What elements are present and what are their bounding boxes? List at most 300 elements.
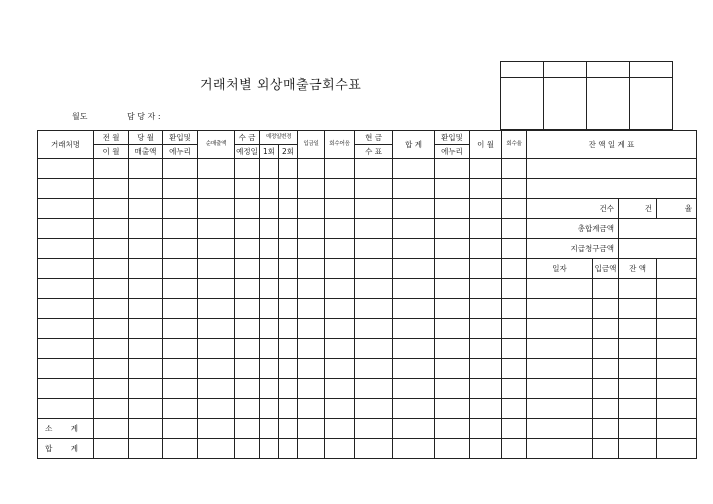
data-cell[interactable] xyxy=(198,419,235,439)
data-cell[interactable] xyxy=(198,299,235,319)
data-cell[interactable] xyxy=(279,259,298,279)
customer-cell[interactable] xyxy=(38,199,94,219)
data-cell[interactable] xyxy=(298,379,325,399)
summary-unit-won: 율 xyxy=(657,199,697,219)
data-cell[interactable] xyxy=(502,399,527,419)
header-prev-bottom: 이 월 xyxy=(94,145,129,159)
data-cell[interactable] xyxy=(260,359,279,379)
table-row xyxy=(38,379,697,399)
customer-cell[interactable] xyxy=(38,319,94,339)
table-row xyxy=(38,359,697,379)
data-cell[interactable] xyxy=(355,339,393,359)
data-cell[interactable] xyxy=(163,279,198,299)
data-cell[interactable] xyxy=(235,299,260,319)
data-cell[interactable] xyxy=(435,339,470,359)
table-row xyxy=(38,219,697,239)
data-cell[interactable] xyxy=(325,159,355,179)
data-cell[interactable] xyxy=(235,439,260,459)
summary-billed-label: 지급청구금액 xyxy=(527,239,619,259)
data-cell[interactable] xyxy=(279,399,298,419)
summary-cell[interactable] xyxy=(657,399,697,419)
data-cell[interactable] xyxy=(393,219,435,239)
data-cell[interactable] xyxy=(279,199,298,219)
data-cell[interactable] xyxy=(325,179,355,199)
data-cell[interactable] xyxy=(502,299,527,319)
data-cell[interactable] xyxy=(235,379,260,399)
summary-date-label: 일자 xyxy=(527,259,593,279)
data-cell[interactable] xyxy=(129,359,163,379)
data-cell[interactable] xyxy=(198,379,235,399)
data-cell[interactable] xyxy=(198,199,235,219)
summary-cell[interactable] xyxy=(593,299,619,319)
data-cell[interactable] xyxy=(198,219,235,239)
data-cell[interactable] xyxy=(163,399,198,419)
header-sched-1: 1회 xyxy=(260,145,279,159)
data-cell[interactable] xyxy=(298,179,325,199)
summary-cell[interactable] xyxy=(527,399,593,419)
data-cell[interactable] xyxy=(325,279,355,299)
summary-balance-label: 잔 액 xyxy=(619,259,657,279)
data-cell[interactable] xyxy=(393,379,435,399)
data-cell[interactable] xyxy=(298,239,325,259)
customer-cell[interactable] xyxy=(38,379,94,399)
data-cell[interactable] xyxy=(279,179,298,199)
customer-cell[interactable] xyxy=(38,299,94,319)
data-cell[interactable] xyxy=(163,419,198,439)
data-cell[interactable] xyxy=(94,159,129,179)
approval-sign-cell[interactable] xyxy=(501,78,544,130)
customer-cell[interactable] xyxy=(38,159,94,179)
summary-cell[interactable] xyxy=(593,439,619,459)
data-cell[interactable] xyxy=(198,179,235,199)
data-cell[interactable] xyxy=(163,179,198,199)
data-cell[interactable] xyxy=(355,399,393,419)
data-cell[interactable] xyxy=(94,219,129,239)
data-cell[interactable] xyxy=(355,219,393,239)
data-cell[interactable] xyxy=(198,439,235,459)
data-cell[interactable] xyxy=(94,279,129,299)
data-cell[interactable] xyxy=(393,359,435,379)
summary-cell[interactable] xyxy=(527,339,593,359)
data-cell[interactable] xyxy=(163,199,198,219)
data-cell[interactable] xyxy=(279,159,298,179)
data-cell[interactable] xyxy=(260,439,279,459)
data-cell[interactable] xyxy=(435,179,470,199)
data-cell[interactable] xyxy=(163,359,198,379)
summary-cell[interactable] xyxy=(619,299,657,319)
data-cell[interactable] xyxy=(235,359,260,379)
data-cell[interactable] xyxy=(355,159,393,179)
data-cell[interactable] xyxy=(435,219,470,239)
data-cell[interactable] xyxy=(94,419,129,439)
summary-cell[interactable] xyxy=(657,439,697,459)
data-cell[interactable] xyxy=(502,379,527,399)
summary-cell[interactable] xyxy=(619,339,657,359)
data-cell[interactable] xyxy=(355,359,393,379)
summary-cell[interactable] xyxy=(527,379,593,399)
data-cell[interactable] xyxy=(198,159,235,179)
data-cell[interactable] xyxy=(129,419,163,439)
data-cell[interactable] xyxy=(435,419,470,439)
data-cell[interactable] xyxy=(355,179,393,199)
data-cell[interactable] xyxy=(129,279,163,299)
data-cell[interactable] xyxy=(94,339,129,359)
month-label: 월도 xyxy=(72,112,88,121)
data-cell[interactable] xyxy=(502,179,527,199)
data-cell[interactable] xyxy=(163,159,198,179)
header-sched-top: 예정일변경 xyxy=(260,131,298,145)
data-cell[interactable] xyxy=(435,159,470,179)
data-cell[interactable] xyxy=(435,439,470,459)
data-cell[interactable] xyxy=(94,299,129,319)
data-cell[interactable] xyxy=(502,279,527,299)
data-cell[interactable] xyxy=(393,259,435,279)
data-cell[interactable] xyxy=(393,239,435,259)
data-cell[interactable] xyxy=(163,379,198,399)
data-cell[interactable] xyxy=(198,339,235,359)
data-cell[interactable] xyxy=(325,299,355,319)
summary-cell[interactable] xyxy=(593,359,619,379)
data-cell[interactable] xyxy=(298,279,325,299)
data-cell[interactable] xyxy=(470,439,502,459)
data-cell[interactable] xyxy=(470,159,502,179)
data-cell[interactable] xyxy=(470,219,502,239)
summary-cell[interactable] xyxy=(527,319,593,339)
data-cell[interactable] xyxy=(94,319,129,339)
data-cell[interactable] xyxy=(279,419,298,439)
summary-cell[interactable] xyxy=(593,419,619,439)
summary-cell[interactable] xyxy=(593,339,619,359)
data-cell[interactable] xyxy=(94,259,129,279)
data-cell[interactable] xyxy=(470,239,502,259)
summary-cell[interactable] xyxy=(593,379,619,399)
summary-blank xyxy=(527,159,697,179)
data-cell[interactable] xyxy=(260,399,279,419)
data-cell[interactable] xyxy=(502,439,527,459)
approval-header-cell[interactable] xyxy=(587,62,630,78)
data-cell[interactable] xyxy=(260,179,279,199)
data-cell[interactable] xyxy=(129,199,163,219)
data-cell[interactable] xyxy=(260,219,279,239)
approval-header-cell[interactable] xyxy=(544,62,587,78)
summary-cell[interactable] xyxy=(527,299,593,319)
data-cell[interactable] xyxy=(325,359,355,379)
data-cell[interactable] xyxy=(163,439,198,459)
data-cell[interactable] xyxy=(163,339,198,359)
customer-cell[interactable] xyxy=(38,219,94,239)
data-cell[interactable] xyxy=(355,239,393,259)
data-cell[interactable] xyxy=(502,319,527,339)
data-cell[interactable] xyxy=(129,239,163,259)
data-cell[interactable] xyxy=(94,359,129,379)
header-collect-bottom: 예정일 xyxy=(235,145,260,159)
data-cell[interactable] xyxy=(198,399,235,419)
data-cell[interactable] xyxy=(355,299,393,319)
customer-cell[interactable] xyxy=(38,179,94,199)
data-cell[interactable] xyxy=(198,259,235,279)
data-cell[interactable] xyxy=(393,399,435,419)
summary-cell[interactable] xyxy=(657,319,697,339)
data-cell[interactable] xyxy=(279,359,298,379)
data-cell[interactable] xyxy=(129,319,163,339)
data-cell[interactable] xyxy=(325,379,355,399)
summary-cell[interactable] xyxy=(619,279,657,299)
data-cell[interactable] xyxy=(435,199,470,219)
data-cell[interactable] xyxy=(279,219,298,239)
summary-cell[interactable] xyxy=(657,279,697,299)
data-cell[interactable] xyxy=(279,339,298,359)
data-cell[interactable] xyxy=(298,339,325,359)
table-row xyxy=(38,199,697,219)
data-cell[interactable] xyxy=(470,259,502,279)
data-cell[interactable] xyxy=(235,259,260,279)
header-cash-bottom: 수 표 xyxy=(355,145,393,159)
data-cell[interactable] xyxy=(502,339,527,359)
data-cell[interactable] xyxy=(355,319,393,339)
customer-cell[interactable] xyxy=(38,239,94,259)
summary-cell[interactable] xyxy=(657,419,697,439)
data-cell[interactable] xyxy=(502,239,527,259)
approval-sign-cell[interactable] xyxy=(587,78,630,130)
data-cell[interactable] xyxy=(279,279,298,299)
data-cell[interactable] xyxy=(393,179,435,199)
approval-header-cell[interactable] xyxy=(630,62,673,78)
data-cell[interactable] xyxy=(129,159,163,179)
data-cell[interactable] xyxy=(260,259,279,279)
data-cell[interactable] xyxy=(355,419,393,439)
data-cell[interactable] xyxy=(355,259,393,279)
header-refund1-top: 환입및 xyxy=(163,131,198,145)
data-cell[interactable] xyxy=(94,399,129,419)
data-cell[interactable] xyxy=(298,159,325,179)
data-cell[interactable] xyxy=(298,359,325,379)
customer-cell[interactable] xyxy=(38,359,94,379)
data-cell[interactable] xyxy=(235,279,260,299)
data-cell[interactable] xyxy=(260,159,279,179)
data-cell[interactable] xyxy=(435,279,470,299)
data-cell[interactable] xyxy=(470,359,502,379)
data-cell[interactable] xyxy=(502,159,527,179)
header-total: 합 계 xyxy=(393,131,435,159)
data-cell[interactable] xyxy=(235,399,260,419)
data-cell[interactable] xyxy=(435,399,470,419)
data-cell[interactable] xyxy=(235,179,260,199)
data-cell[interactable] xyxy=(235,219,260,239)
data-cell[interactable] xyxy=(198,359,235,379)
data-cell[interactable] xyxy=(260,279,279,299)
summary-cell[interactable] xyxy=(619,399,657,419)
manager-label: 담 당 자 : xyxy=(127,112,161,121)
data-cell[interactable] xyxy=(94,379,129,399)
data-cell[interactable] xyxy=(279,239,298,259)
approval-header-cell[interactable] xyxy=(501,62,544,78)
data-cell[interactable] xyxy=(235,199,260,219)
summary-cell[interactable] xyxy=(619,319,657,339)
data-cell[interactable] xyxy=(94,239,129,259)
data-cell[interactable] xyxy=(298,199,325,219)
data-cell[interactable] xyxy=(260,239,279,259)
data-cell[interactable] xyxy=(163,259,198,279)
data-cell[interactable] xyxy=(502,219,527,239)
data-cell[interactable] xyxy=(325,319,355,339)
data-cell[interactable] xyxy=(298,399,325,419)
summary-cell[interactable] xyxy=(657,359,697,379)
data-cell[interactable] xyxy=(260,319,279,339)
header-customer: 거래처명 xyxy=(38,131,94,159)
data-cell[interactable] xyxy=(355,439,393,459)
data-cell[interactable] xyxy=(470,379,502,399)
summary-cell[interactable] xyxy=(593,399,619,419)
data-cell[interactable] xyxy=(235,419,260,439)
customer-cell[interactable] xyxy=(38,339,94,359)
data-cell[interactable] xyxy=(163,319,198,339)
data-cell[interactable] xyxy=(129,299,163,319)
data-cell[interactable] xyxy=(470,339,502,359)
summary-cell[interactable] xyxy=(657,299,697,319)
header-sales-total: 순매출액 xyxy=(198,131,235,159)
data-cell[interactable] xyxy=(279,319,298,339)
data-cell[interactable] xyxy=(279,439,298,459)
summary-billed-value[interactable] xyxy=(619,239,697,259)
data-cell[interactable] xyxy=(470,279,502,299)
data-cell[interactable] xyxy=(163,239,198,259)
data-cell[interactable] xyxy=(298,419,325,439)
data-cell[interactable] xyxy=(502,359,527,379)
header-carry: 이 월 xyxy=(470,131,502,159)
data-cell[interactable] xyxy=(393,419,435,439)
customer-cell[interactable] xyxy=(38,279,94,299)
data-cell[interactable] xyxy=(325,199,355,219)
data-cell[interactable] xyxy=(355,379,393,399)
data-cell[interactable] xyxy=(260,419,279,439)
summary-cell[interactable] xyxy=(527,439,593,459)
data-cell[interactable] xyxy=(198,319,235,339)
data-cell[interactable] xyxy=(163,219,198,239)
data-cell[interactable] xyxy=(129,259,163,279)
data-cell[interactable] xyxy=(198,279,235,299)
table-row xyxy=(38,419,697,439)
data-cell[interactable] xyxy=(129,219,163,239)
data-cell[interactable] xyxy=(198,239,235,259)
data-cell[interactable] xyxy=(94,199,129,219)
data-cell[interactable] xyxy=(163,299,198,319)
data-cell[interactable] xyxy=(470,179,502,199)
data-cell[interactable] xyxy=(235,339,260,359)
data-cell[interactable] xyxy=(435,319,470,339)
data-cell[interactable] xyxy=(279,299,298,319)
data-cell[interactable] xyxy=(393,319,435,339)
data-cell[interactable] xyxy=(470,199,502,219)
data-cell[interactable] xyxy=(94,439,129,459)
data-cell[interactable] xyxy=(325,259,355,279)
data-cell[interactable] xyxy=(129,399,163,419)
data-cell[interactable] xyxy=(260,379,279,399)
data-cell[interactable] xyxy=(298,439,325,459)
data-cell[interactable] xyxy=(393,279,435,299)
customer-cell[interactable] xyxy=(38,259,94,279)
data-cell[interactable] xyxy=(325,239,355,259)
data-cell[interactable] xyxy=(298,319,325,339)
approval-sign-cell[interactable] xyxy=(544,78,587,130)
data-cell[interactable] xyxy=(325,339,355,359)
data-cell[interactable] xyxy=(355,279,393,299)
data-cell[interactable] xyxy=(393,159,435,179)
header-rate: 회수율 xyxy=(502,131,527,159)
data-cell[interactable] xyxy=(502,419,527,439)
data-cell[interactable] xyxy=(129,439,163,459)
data-cell[interactable] xyxy=(393,439,435,459)
summary-cell[interactable] xyxy=(593,319,619,339)
data-cell[interactable] xyxy=(129,179,163,199)
data-cell[interactable] xyxy=(470,299,502,319)
data-cell[interactable] xyxy=(235,159,260,179)
data-cell[interactable] xyxy=(355,199,393,219)
summary-cell[interactable] xyxy=(593,279,619,299)
data-cell[interactable] xyxy=(235,319,260,339)
data-cell[interactable] xyxy=(435,259,470,279)
summary-cell[interactable] xyxy=(619,419,657,439)
data-cell[interactable] xyxy=(325,419,355,439)
data-cell[interactable] xyxy=(298,259,325,279)
summary-cell[interactable] xyxy=(657,339,697,359)
summary-cell[interactable] xyxy=(657,379,697,399)
data-cell[interactable] xyxy=(279,379,298,399)
summary-cell[interactable] xyxy=(527,279,593,299)
table-row xyxy=(38,259,697,279)
data-cell[interactable] xyxy=(325,219,355,239)
summary-cell[interactable] xyxy=(619,359,657,379)
data-cell[interactable] xyxy=(393,339,435,359)
data-cell[interactable] xyxy=(393,299,435,319)
approval-box xyxy=(500,61,673,130)
data-cell[interactable] xyxy=(260,199,279,219)
data-cell[interactable] xyxy=(393,199,435,219)
table-row xyxy=(38,339,697,359)
header-sched-2: 2회 xyxy=(279,145,298,159)
data-cell[interactable] xyxy=(129,379,163,399)
data-cell[interactable] xyxy=(260,339,279,359)
data-cell[interactable] xyxy=(325,399,355,419)
data-cell[interactable] xyxy=(94,179,129,199)
data-cell[interactable] xyxy=(260,299,279,319)
summary-cell[interactable] xyxy=(527,419,593,439)
data-cell[interactable] xyxy=(470,419,502,439)
data-cell[interactable] xyxy=(435,379,470,399)
table-row xyxy=(38,179,697,199)
header-deposit-date: 입금일 xyxy=(298,131,325,159)
summary-cell[interactable] xyxy=(527,359,593,379)
summary-cell[interactable] xyxy=(619,439,657,459)
data-cell[interactable] xyxy=(298,299,325,319)
data-cell[interactable] xyxy=(325,439,355,459)
document-title: 거래처별 외상매출금회수표 xyxy=(200,78,362,93)
summary-extra[interactable] xyxy=(657,259,697,279)
data-cell[interactable] xyxy=(470,399,502,419)
approval-sign-cell[interactable] xyxy=(630,78,673,130)
data-cell[interactable] xyxy=(435,359,470,379)
data-cell[interactable] xyxy=(435,239,470,259)
customer-cell[interactable] xyxy=(38,399,94,419)
data-cell[interactable] xyxy=(470,319,502,339)
data-cell[interactable] xyxy=(298,219,325,239)
data-cell[interactable] xyxy=(502,259,527,279)
data-cell[interactable] xyxy=(502,199,527,219)
summary-cell[interactable] xyxy=(619,379,657,399)
data-cell[interactable] xyxy=(235,239,260,259)
data-cell[interactable] xyxy=(435,299,470,319)
summary-total-value[interactable] xyxy=(619,219,697,239)
data-cell[interactable] xyxy=(129,339,163,359)
